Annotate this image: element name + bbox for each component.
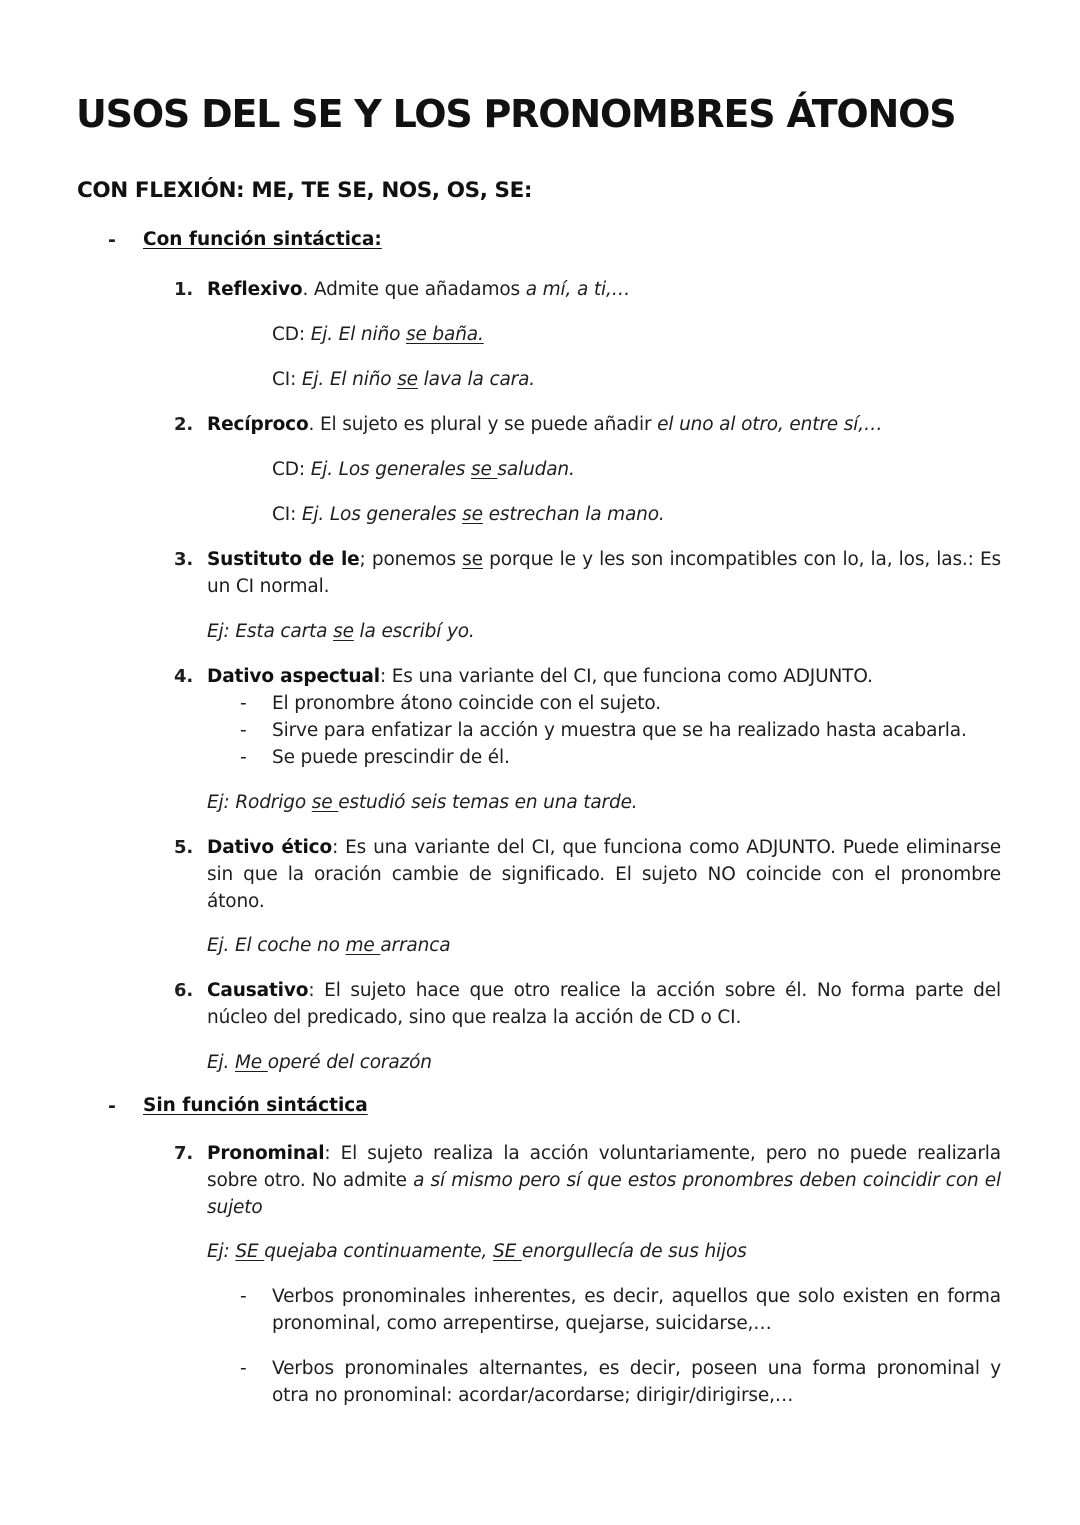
bullet-dash: - — [240, 747, 247, 768]
item-number: 7. — [174, 1143, 194, 1164]
item-sustituto: Sustituto de le; ponemos se porque le y les son incompatibles con lo, la, los, las.: Es un CI normal. — [207, 549, 1001, 597]
bullet-dash: - — [240, 693, 247, 714]
example-line: CD: Ej. El niño se baña. — [272, 324, 484, 345]
page-title: USOS DEL SE Y LOS PRONOMBRES ÁTONOS — [76, 92, 956, 136]
item-reflexivo: Reflexivo. Admite que añadamos a mí, a ti,… — [207, 279, 631, 300]
item-number: 4. — [174, 666, 194, 687]
example-line: Ej. Me operé del corazón — [207, 1052, 432, 1073]
bullet-dash: - — [240, 1358, 247, 1379]
item-term: Causativo — [207, 980, 309, 1001]
item-term: Recíproco — [207, 414, 309, 435]
item-number: 5. — [174, 837, 194, 858]
bullet-dash: - — [240, 720, 247, 741]
item-dativo-etico: Dativo ético: Es una variante del CI, que funciona como ADJUNTO. Puede eliminarse sin que la oración cambie de significado. El sujeto NO coincide con el pronombre átono. — [207, 837, 1001, 912]
bullet-item: Verbos pronominales inherentes, es decir, aquellos que solo existen en forma pronominal, como arrepentirse, quejarse, suicidarse,… — [272, 1286, 1001, 1334]
example-line: Ej. El coche no me arranca — [207, 935, 451, 956]
item-reciproco: Recíproco. El sujeto es plural y se puede añadir el uno al otro, entre sí,… — [207, 414, 883, 435]
example-line: Ej: Esta carta se la escribí yo. — [207, 621, 475, 642]
item-term: Dativo ético — [207, 837, 333, 858]
subsection-title: Sin función sintáctica — [143, 1095, 368, 1116]
bullet-item: Se puede prescindir de él. — [272, 747, 510, 768]
example-line: CD: Ej. Los generales se saludan. — [272, 459, 575, 480]
subsection-dash: - — [108, 229, 116, 251]
bullet-item: Verbos pronominales alternantes, es decir, poseen una forma pronominal y otra no pronominal: acordar/acordarse; dirigir/dirigirse,… — [272, 1358, 1001, 1406]
example-line: CI: Ej. Los generales se estrechan la mano. — [272, 504, 665, 525]
item-term: Dativo aspectual — [207, 666, 380, 687]
subsection-title: Con función sintáctica: — [143, 229, 382, 250]
item-term: Sustituto de le — [207, 549, 360, 570]
section-heading: CON FLEXIÓN: ME, TE SE, NOS, OS, SE: — [77, 178, 533, 203]
item-number: 6. — [174, 980, 194, 1001]
item-causativo: Causativo: El sujeto hace que otro realice la acción sobre él. No forma parte del núcleo del predicado, sino que realza la acción de CD o CI. — [207, 980, 1001, 1028]
item-pronominal: Pronominal: El sujeto realiza la acción voluntariamente, pero no puede realizarla sobre otro. No admite a sí mismo pero sí que estos pronombres deben coincidir con el sujeto — [207, 1143, 1001, 1218]
example-line: CI: Ej. El niño se lava la cara. — [272, 369, 536, 390]
item-number: 2. — [174, 414, 194, 435]
bullet-item: El pronombre átono coincide con el sujeto. — [272, 693, 661, 714]
item-term: Pronominal — [207, 1143, 325, 1164]
item-dativo-aspectual: Dativo aspectual: Es una variante del CI, que funciona como ADJUNTO. — [207, 666, 873, 687]
example-line: Ej: SE quejaba continuamente, SE enorgullecía de sus hijos — [207, 1241, 747, 1262]
bullet-dash: - — [240, 1286, 247, 1307]
item-number: 3. — [174, 549, 194, 570]
item-term: Reflexivo — [207, 279, 303, 300]
item-number: 1. — [174, 279, 194, 300]
subsection-dash: - — [108, 1095, 116, 1117]
bullet-item: Sirve para enfatizar la acción y muestra que se ha realizado hasta acabarla. — [272, 720, 967, 741]
example-line: Ej: Rodrigo se estudió seis temas en una tarde. — [207, 792, 638, 813]
